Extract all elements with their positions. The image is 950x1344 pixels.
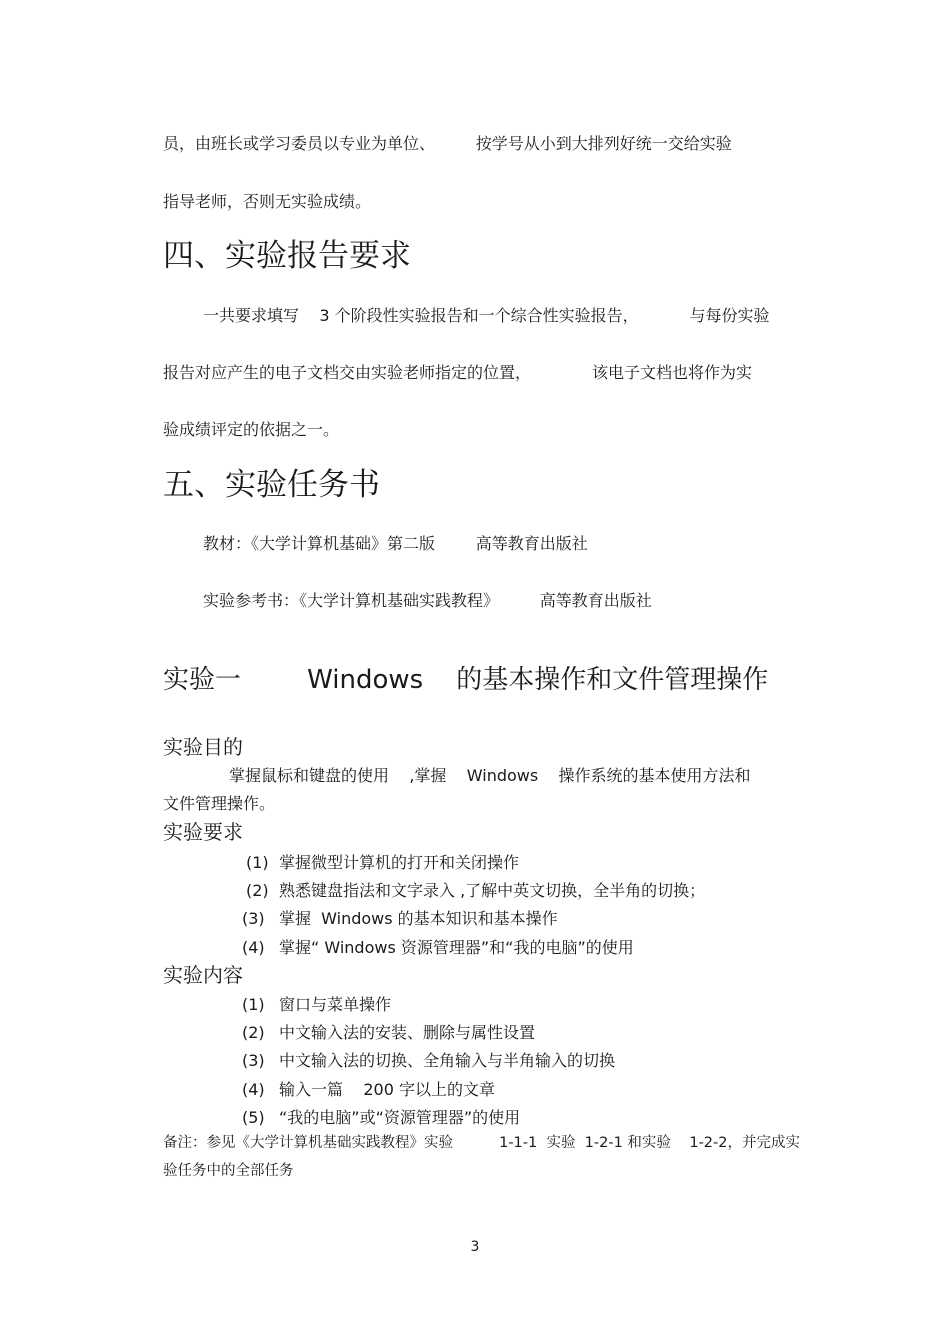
content-3-text: 中文输入法的切换、全角输入与半角输入的切换	[279, 1051, 616, 1070]
reference-book-line: 实验参考书：《大学计算机基础实践教程》 高等教育出版社	[203, 591, 652, 610]
content-3-number: (3)	[242, 1051, 265, 1070]
requirements-heading: 实验要求	[163, 820, 243, 844]
section-4-line-1: 一共要求填写 3 个阶段性实验报告和一个综合性实验报告， 与每份实验	[203, 306, 770, 325]
section-5-heading: 五、实验任务书	[163, 467, 380, 503]
requirement-3-number: (3)	[242, 909, 265, 928]
requirement-1-text: 掌握微型计算机的打开和关闭操作	[279, 853, 520, 872]
content-1-text: 窗口与菜单操作	[279, 995, 392, 1014]
section-4-line-3: 验成绩评定的依据之一。	[163, 420, 340, 439]
intro-line-1: 员，由班长或学习委员以专业为单位、 按学号从小到大排列好统一交给实验	[163, 134, 732, 153]
page-number: 3	[470, 1239, 480, 1255]
requirement-2-number: (2)	[246, 881, 269, 900]
purpose-line-2: 文件管理操作。	[163, 794, 276, 813]
experiment-1-title: 实验一 Windows 的基本操作和文件管理操作	[163, 665, 769, 695]
content-2-number: (2)	[242, 1023, 265, 1042]
section-4-heading: 四、实验报告要求	[163, 238, 411, 274]
requirement-1-number: (1)	[246, 853, 269, 872]
requirement-2-text: 熟悉键盘指法和文字录入 ,了解中英文切换，全半角的切换；	[279, 881, 706, 900]
requirement-3-text: 掌握 Windows 的基本知识和基本操作	[279, 909, 558, 928]
section-4-line-2: 报告对应产生的电子文档交由实验老师指定的位置， 该电子文档也将作为实	[163, 363, 753, 382]
note-line-2: 验任务中的全部任务	[163, 1163, 294, 1179]
note-line-1: 备注：参见《大学计算机基础实践教程》实验 1-1-1 实验 1-2-1 和实验 1-2-2，并完成实	[163, 1135, 800, 1151]
content-4-number: (4)	[242, 1080, 265, 1099]
requirement-4-text: 掌握“ Windows 资源管理器”和“我的电脑”的使用	[279, 938, 634, 957]
textbook-line: 教材：《大学计算机基础》第二版 高等教育出版社	[203, 534, 588, 553]
content-4-text: 输入一篇 200 字以上的文章	[279, 1080, 495, 1099]
purpose-heading: 实验目的	[163, 735, 243, 759]
requirement-4-number: (4)	[242, 938, 265, 957]
purpose-line-1: 掌握鼠标和键盘的使用 ,掌握 Windows 操作系统的基本使用方法和	[229, 766, 751, 785]
content-heading: 实验内容	[163, 963, 243, 987]
content-5-text: “我的电脑”或“资源管理器”的使用	[279, 1108, 521, 1127]
content-1-number: (1)	[242, 995, 265, 1014]
content-2-text: 中文输入法的安装、删除与属性设置	[279, 1023, 536, 1042]
intro-line-2: 指导老师，否则无实验成绩。	[163, 192, 372, 211]
content-5-number: (5)	[242, 1108, 265, 1127]
